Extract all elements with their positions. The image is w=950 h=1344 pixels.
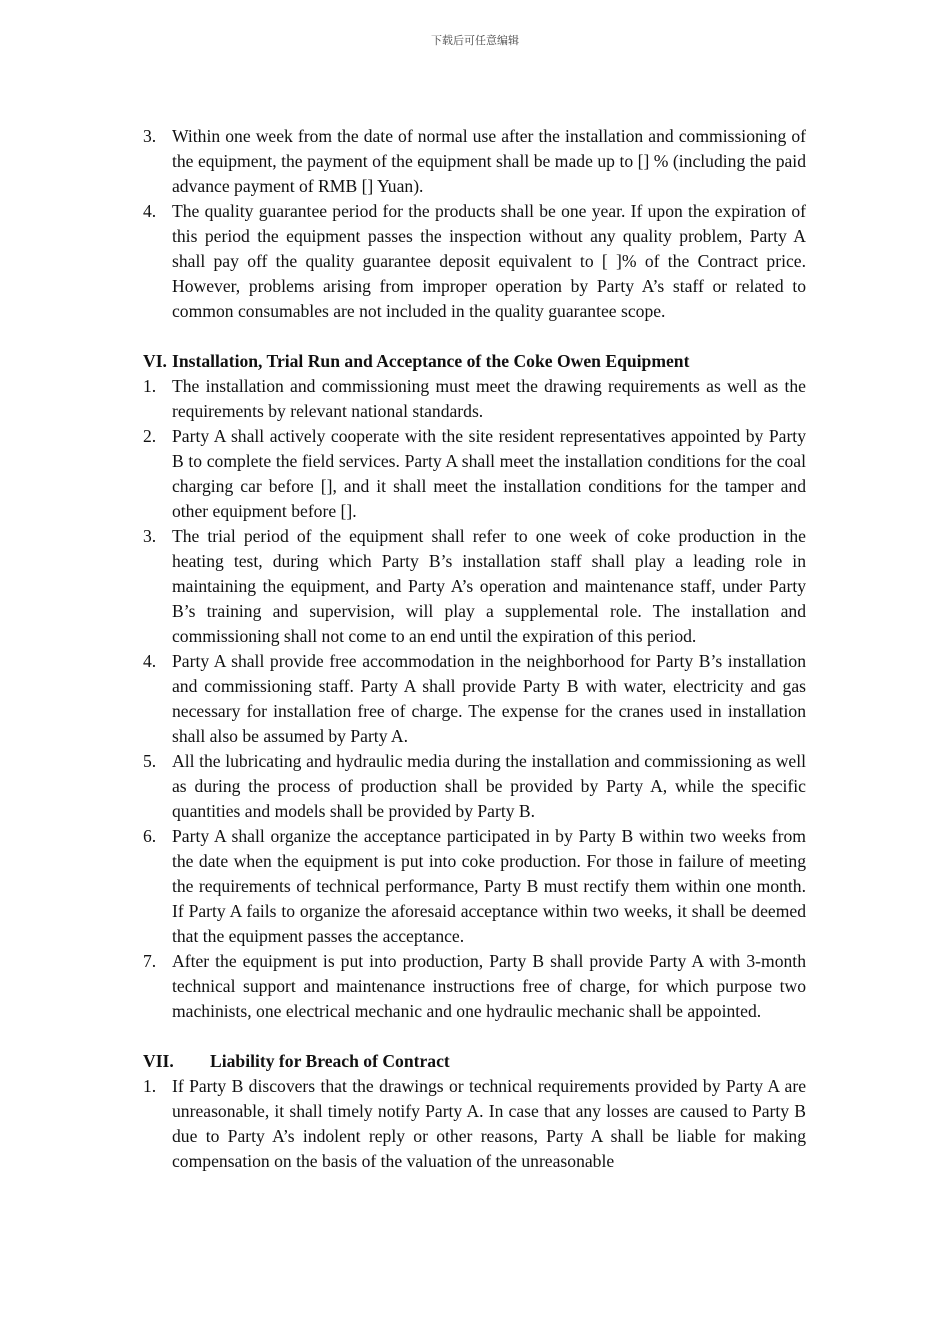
item-text: Party A shall organize the acceptance participated in by Party B within two weeks from the date when the equipment is put into coke production. For those in failure of meeting the requirements of technical performance, Party B must rectify them within one month. If Party A fails to organize the aforesaid acceptance within two weeks, it shall be deemed that the equipment passes the acceptance. — [172, 826, 806, 946]
item-text: The installation and commissioning must meet the drawing requirements as well as the requirements by relevant national standards. — [172, 376, 806, 421]
section-number: VI. — [143, 351, 167, 371]
item-number: 4. — [143, 201, 157, 221]
item-number: 7. — [143, 951, 157, 971]
item-number: 3. — [143, 126, 157, 146]
item-text: Party A shall provide free accommodation in the neighborhood for Party B’s installation and commissioning staff. Party A shall provide Party B with water, electricity and gas necessary for installation free of charge. The expense for the cranes used in installation shall also be assumed by Party A. — [172, 651, 806, 746]
page-header-note: 下载后可任意编辑 — [431, 34, 519, 47]
item-number: 6. — [143, 826, 157, 846]
list-item — [143, 1074, 806, 1174]
section-number: VII. — [143, 1051, 174, 1071]
item-text: If Party B discovers that the drawings or technical requirements provided by Party A are unreasonable, it shall timely notify Party A. In case that any losses are caused to Party B due to Party A’s indolent reply or other reasons, Party A shall be liable for making compensation on the basis of the valuation of the unreasonable — [172, 1076, 806, 1171]
item-number: 5. — [143, 751, 157, 771]
item-number: 2. — [143, 426, 157, 446]
item-text: Party A shall actively cooperate with the site resident representatives appointed by Party B to complete the field services. Party A shall meet the installation conditions for the coal charging car before [], and it shall meet the installation conditions for the tamper and other equipment before []. — [172, 426, 806, 521]
document-body — [143, 124, 806, 1174]
item-text: Within one week from the date of normal use after the installation and commissioning of the equipment, the payment of the equipment shall be made up to [] % (including the paid advance payment of RMB [] Yuan). — [172, 126, 806, 196]
list-item — [143, 124, 806, 199]
list-item — [143, 949, 806, 1024]
list-item — [143, 199, 806, 324]
list-item — [143, 524, 806, 649]
section-title: Installation, Trial Run and Acceptance of the Coke Owen Equipment — [172, 351, 690, 371]
section-heading — [143, 1049, 806, 1074]
item-text: All the lubricating and hydraulic media during the installation and commissioning as well as during the process of production shall be provided by Party A, while the specific quantities and models shall be provided by Party B. — [172, 751, 806, 821]
item-text: The trial period of the equipment shall refer to one week of coke production in the heating test, during which Party B’s installation staff shall play a leading role in maintaining the equipment, and Party A’s operation and maintenance staff, under Party B’s training and supervision, will play a supplemental role. The installation and commissioning shall not come to an end until the expiration of this period. — [172, 526, 806, 646]
item-number: 1. — [143, 1076, 157, 1096]
item-text: After the equipment is put into production, Party B shall provide Party A with 3-month technical support and maintenance instructions free of charge, for which purpose two machinists, one electrical mechanic and one hydraulic mechanic shall be appointed. — [172, 951, 806, 1021]
list-item — [143, 374, 806, 424]
section-title: Liability for Breach of Contract — [210, 1051, 450, 1071]
item-number: 1. — [143, 376, 157, 396]
item-number: 4. — [143, 651, 157, 671]
list-item — [143, 649, 806, 749]
section-heading — [143, 349, 806, 374]
item-text: The quality guarantee period for the products shall be one year. If upon the expiration of this period the equipment passes the inspection without any quality problem, Party A shall pay off the quality guarantee deposit equivalent to [ ]% of the Contract price. However, problems arising from improper operation by Party A’s staff or related to common consumables are not included in the quality guarantee scope. — [172, 201, 806, 321]
item-number: 3. — [143, 526, 157, 546]
list-item — [143, 824, 806, 949]
list-item — [143, 424, 806, 524]
list-item — [143, 749, 806, 824]
